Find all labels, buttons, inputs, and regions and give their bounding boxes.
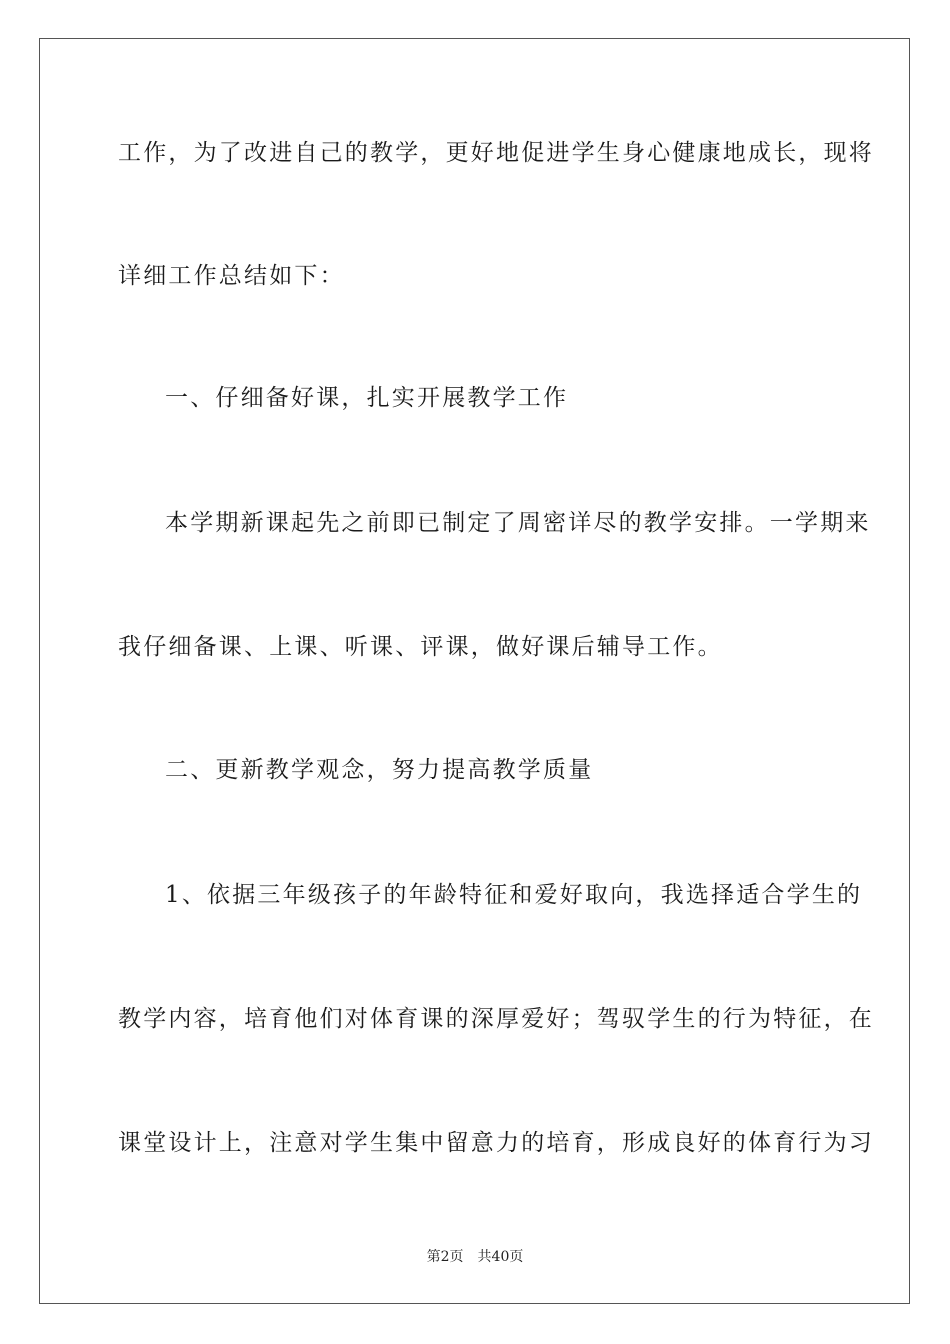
page-number: 第2页: [426, 1249, 464, 1265]
body-text-line: 教学内容，培育他们对体育课的深厚爱好；驾驭学生的行为特征，在: [118, 1006, 874, 1032]
body-text-line: 课堂设计上，注意对学生集中留意力的培育，形成良好的体育行为习: [118, 1130, 874, 1156]
body-text-line: 1、依据三年级孩子的年龄特征和爱好取向，我选择适合学生的: [165, 882, 863, 908]
body-text-line: 详细工作总结如下：: [118, 263, 345, 289]
page-border: [39, 38, 910, 1304]
page-footer: [0, 1248, 950, 1266]
body-text-line: 我仔细备课、上课、听课、评课，做好课后辅导工作。: [118, 634, 723, 660]
section-heading: 二、更新教学观念，努力提高教学质量: [165, 757, 594, 783]
section-heading: 一、仔细备好课，扎实开展教学工作: [165, 385, 569, 411]
body-text-line: 工作，为了改进自己的教学，更好地促进学生身心健康地成长，现将: [118, 140, 874, 166]
page-total: 共40页: [477, 1249, 524, 1265]
body-text-line: 本学期新课起先之前即已制定了周密详尽的教学安排。一学期来: [165, 510, 871, 536]
